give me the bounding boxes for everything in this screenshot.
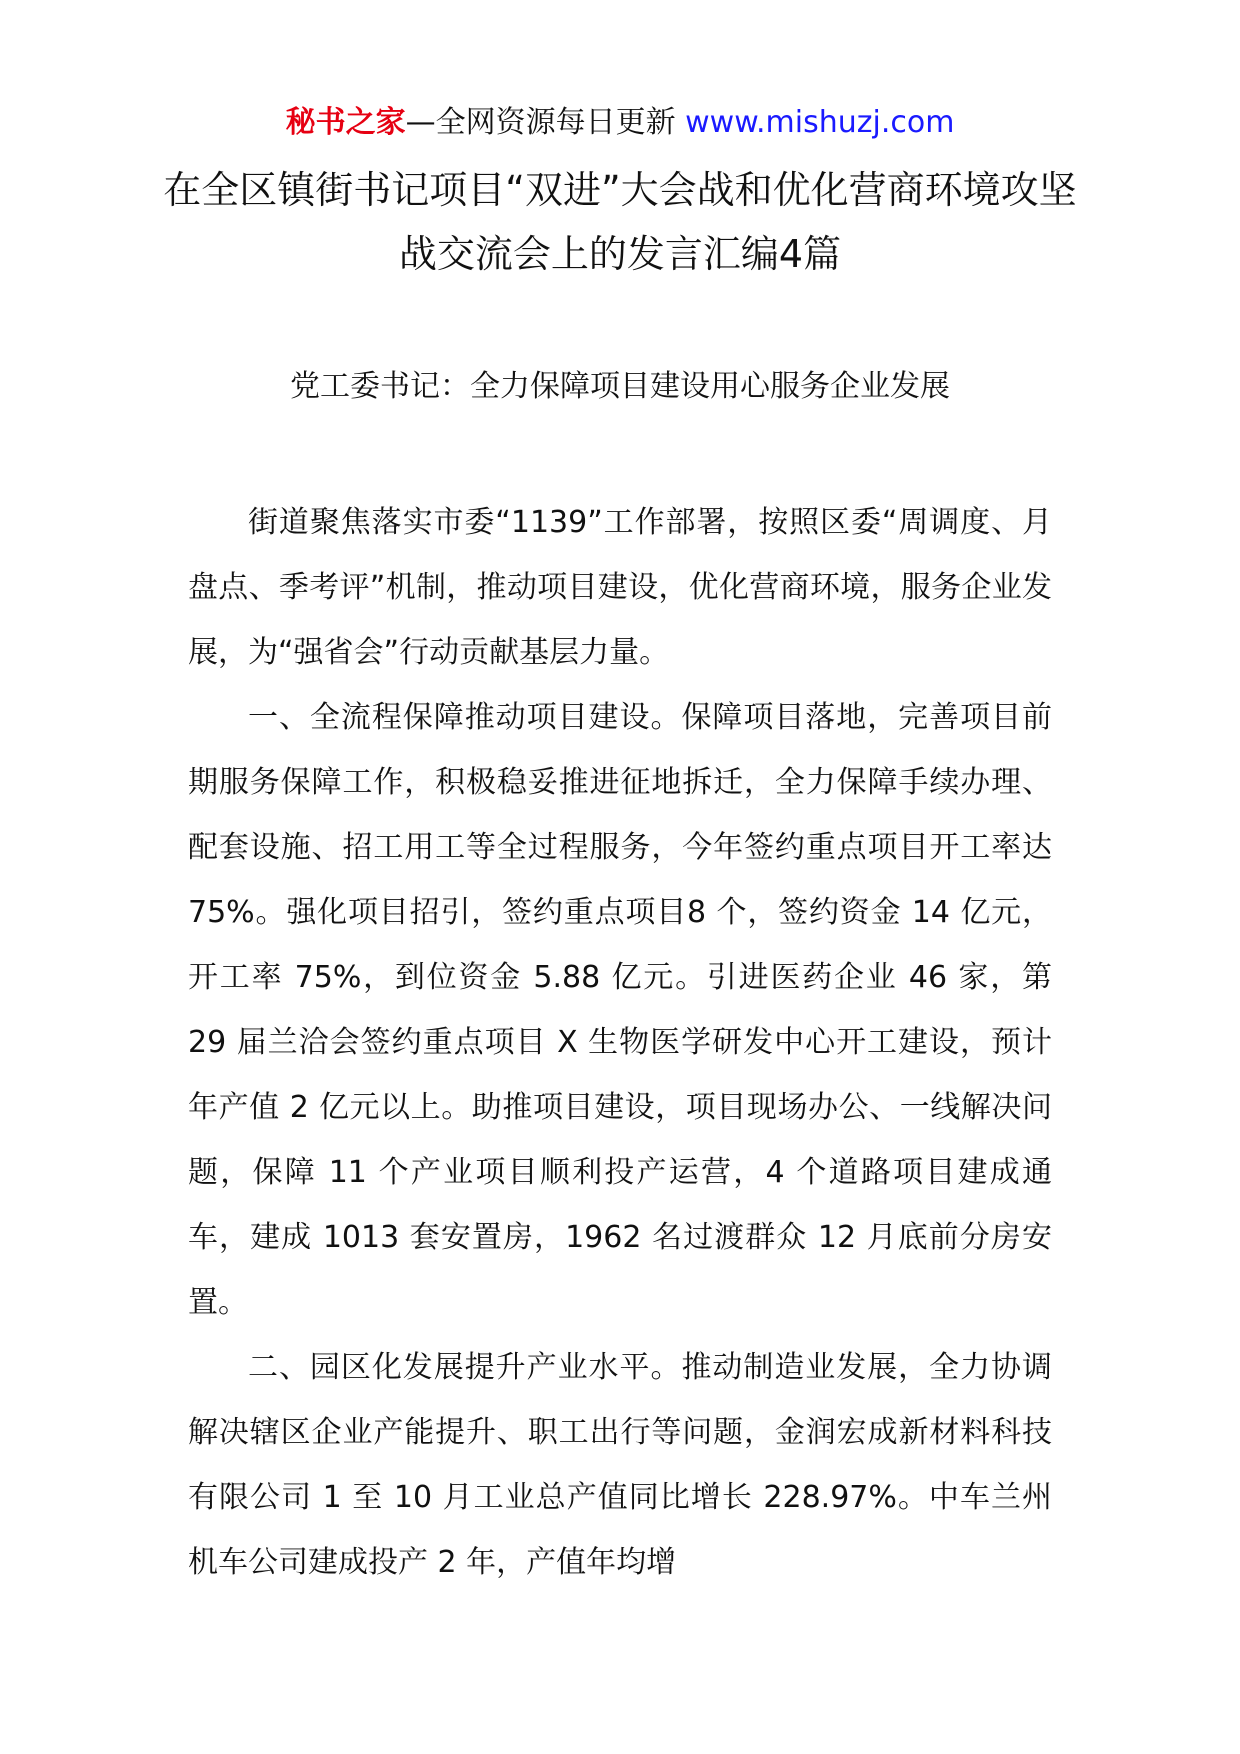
body-paragraph: 街道聚焦落实市委“1139”工作部署，按照区委“周调度、月盘点、季考评”机制，推动项目建设，优化营商环境，服务企业发展，为“强省会”行动贡献基层力量。 xyxy=(188,505,1052,670)
document-title: 在全区镇街书记项目“双进”大会战和优化营商环境攻坚战交流会上的发言汇编4篇 xyxy=(163,168,1077,276)
site-url-link[interactable]: www.mishuzj.com xyxy=(685,105,955,140)
site-header xyxy=(0,100,1240,146)
header-tagline: —全网资源每日更新 xyxy=(405,105,686,140)
body-paragraph: 一、全流程保障推动项目建设。保障项目落地，完善项目前期服务保障工作，积极稳妥推进征地拆迁，全力保障手续办理、配套设施、招工用工等全过程服务，今年签约重点项目开工率达 75%。强化项目招引，签约重点项目8 个，签约资金 14 亿元，开工率 75%，到位资金 5.88 亿元。引进医药企业 46 家，第 29 届兰洽会签约重点项目 X 生物医学研发中心开工建设，预计年产值 2 亿元以上。助推项目建设，项目现场办公、一线解决问题，保障 11 个产业项目顺利投产运营，4 个道路项目建成通车，建成 1013 套安置房，1962 名过渡群众 12 月底前分房安置。 xyxy=(188,700,1052,1320)
body-paragraph: 二、园区化发展提升产业水平。推动制造业发展，全力协调解决辖区企业产能提升、职工出行等问题，金润宏成新材料科技有限公司 1 至 10 月工业总产值同比增长 228.97%。中车兰州机车公司建成投产 2 年，产值年均增 xyxy=(188,1350,1052,1580)
document-subtitle: 党工委书记：全力保障项目建设用心服务企业发展 xyxy=(290,369,950,404)
document-body xyxy=(188,490,1052,1595)
brand-name: 秘书之家 xyxy=(285,105,406,140)
